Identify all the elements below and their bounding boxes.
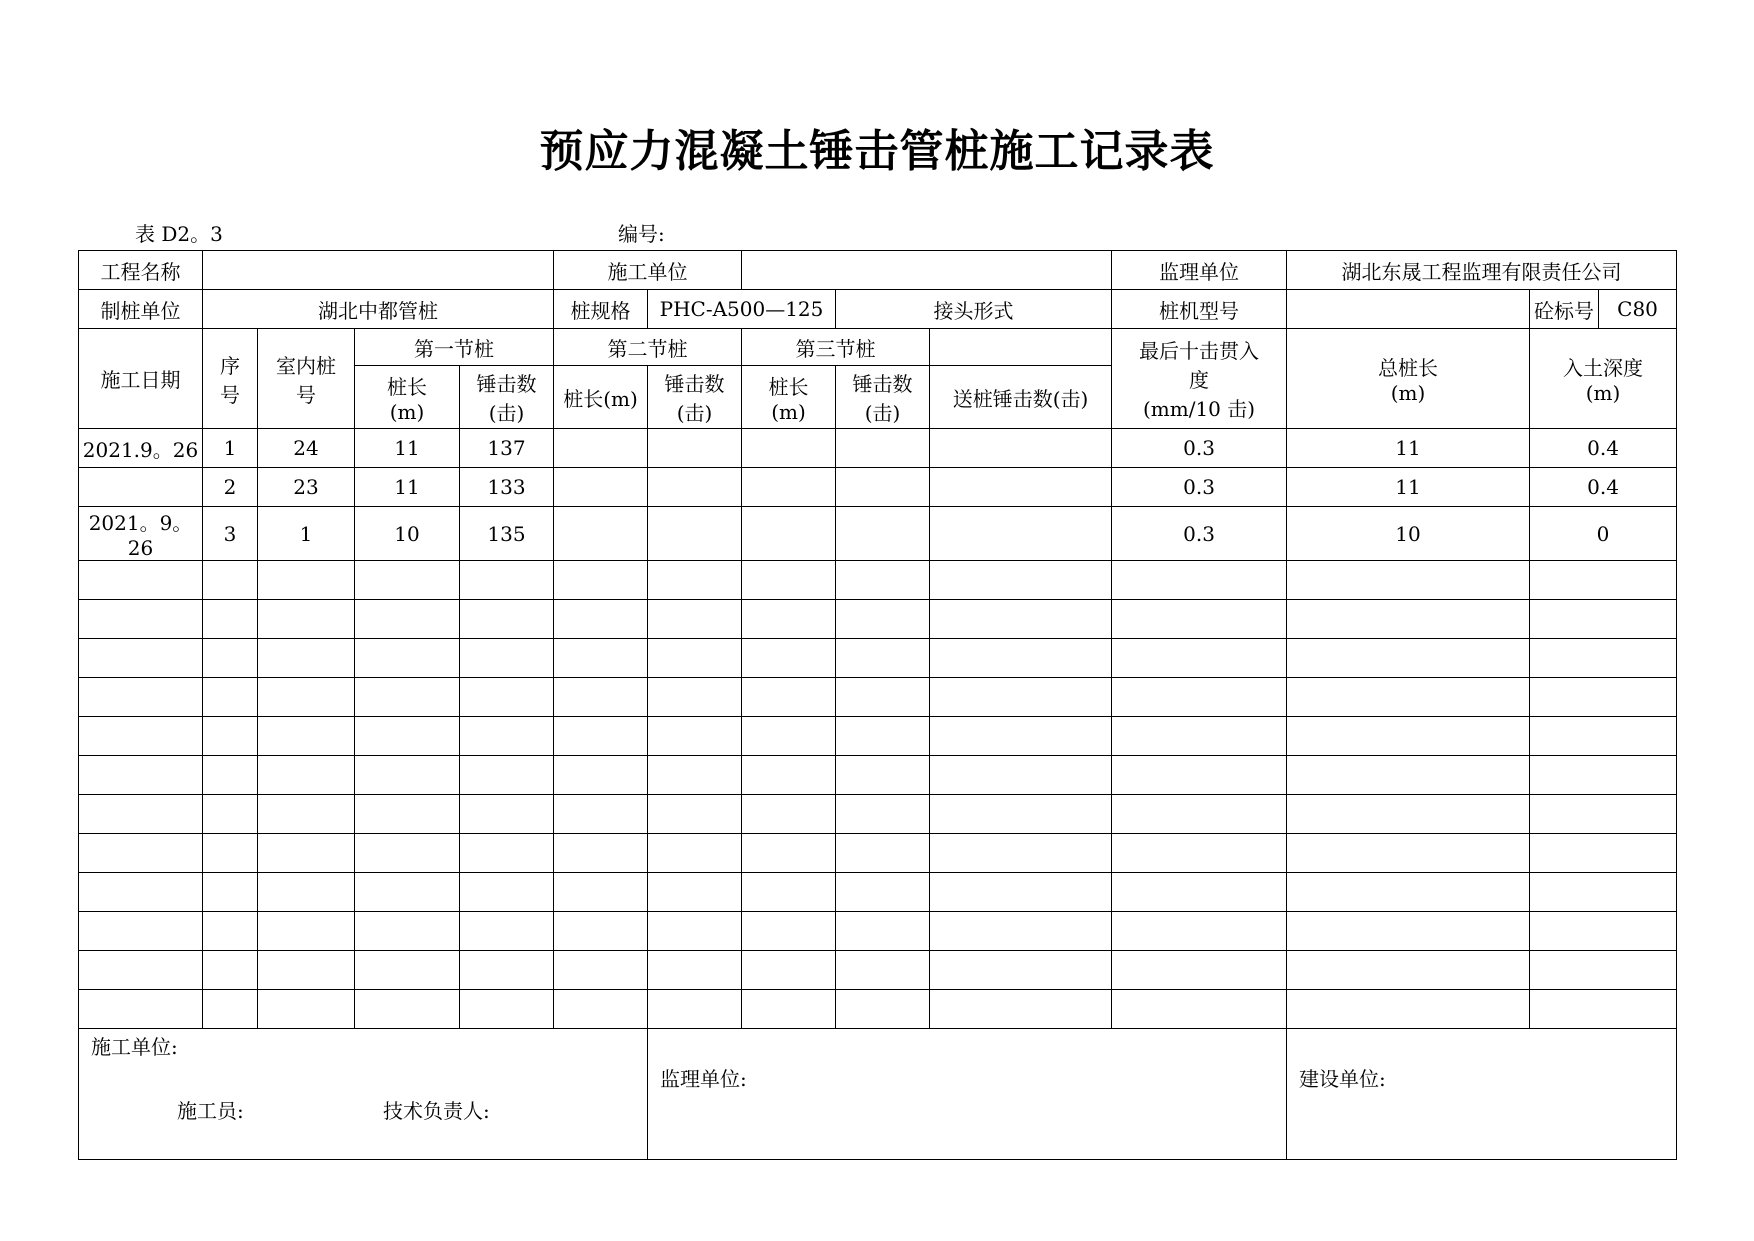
col-last-ten-line-1: 最后十击贯入 <box>1139 339 1260 363</box>
empty-cell <box>1287 795 1530 834</box>
empty-cell <box>1112 990 1287 1029</box>
cell-depth: 0.4 <box>1530 468 1677 507</box>
empty-cell <box>355 951 460 990</box>
empty-cell <box>203 600 258 639</box>
empty-cell <box>203 834 258 873</box>
empty-row <box>79 678 1677 717</box>
col-blows-1 <box>460 366 554 429</box>
empty-cell <box>460 951 554 990</box>
empty-cell <box>554 951 648 990</box>
empty-cell <box>1530 756 1677 795</box>
empty-cell <box>930 561 1112 600</box>
empty-cell <box>203 561 258 600</box>
col-date-line-1: 施工日期 <box>100 368 181 392</box>
cell-last-ten: 0.3 <box>1112 507 1287 561</box>
page-title: 预应力混凝土锤击管桩施工记录表 <box>539 126 1215 177</box>
col-len-3 <box>742 366 836 429</box>
cell-pile-no: 24 <box>258 429 355 468</box>
empty-cell <box>1112 756 1287 795</box>
empty-cell <box>742 678 836 717</box>
empty-cell <box>460 990 554 1029</box>
cell-blows2 <box>648 507 742 561</box>
empty-cell <box>648 600 742 639</box>
project-name-value <box>203 251 554 290</box>
tech-lead-signature-label: 技术负责人: <box>383 1099 490 1123</box>
col-pile-no-line-1: 室内桩 <box>276 353 336 378</box>
cell-len2 <box>554 429 648 468</box>
empty-row <box>79 561 1677 600</box>
empty-cell <box>203 912 258 951</box>
owner-signature-box <box>1287 1029 1677 1160</box>
empty-cell <box>742 912 836 951</box>
signature-row <box>79 1029 1677 1160</box>
cell-last-ten: 0.3 <box>1112 468 1287 507</box>
cell-len3 <box>742 507 836 561</box>
contractor-label: 施工单位 <box>554 251 742 290</box>
col-last-ten-line-3: (mm/10 击) <box>1142 397 1256 421</box>
empty-row <box>79 717 1677 756</box>
empty-cell <box>203 795 258 834</box>
empty-cell <box>1287 912 1530 951</box>
empty-cell <box>1530 600 1677 639</box>
empty-cell <box>355 639 460 678</box>
cell-seq: 2 <box>203 468 258 507</box>
empty-cell <box>836 951 930 990</box>
empty-cell <box>554 678 648 717</box>
empty-cell <box>203 639 258 678</box>
empty-cell <box>1287 834 1530 873</box>
empty-cell <box>258 561 355 600</box>
table-row <box>79 507 1677 561</box>
empty-cell <box>1530 639 1677 678</box>
col-depth-line-1: 入土深度 <box>1563 356 1644 380</box>
empty-cell <box>648 756 742 795</box>
cell-blows2 <box>648 468 742 507</box>
empty-cell <box>79 639 203 678</box>
col-section-3: 第三节桩 <box>742 329 930 366</box>
empty-cell <box>836 639 930 678</box>
empty-cell <box>742 873 836 912</box>
empty-cell <box>1287 717 1530 756</box>
empty-cell <box>836 834 930 873</box>
col-blows-2-line-2: (击) <box>676 401 713 425</box>
empty-cell <box>742 756 836 795</box>
empty-cell <box>554 795 648 834</box>
col-seq <box>203 329 258 429</box>
col-last-ten-line-2: 度 <box>1189 368 1210 392</box>
empty-cell <box>258 639 355 678</box>
empty-cell <box>930 990 1112 1029</box>
empty-cell <box>1112 834 1287 873</box>
empty-cell <box>460 639 554 678</box>
cell-follower <box>930 507 1112 561</box>
empty-cell <box>554 561 648 600</box>
cell-blows1: 133 <box>460 468 554 507</box>
empty-cell <box>258 912 355 951</box>
empty-cell <box>742 639 836 678</box>
col-follower-top <box>930 329 1112 366</box>
cell-follower <box>930 429 1112 468</box>
empty-cell <box>1530 951 1677 990</box>
empty-cell <box>355 600 460 639</box>
empty-cell <box>930 873 1112 912</box>
empty-cell <box>930 951 1112 990</box>
col-seq-line-2: 号 <box>220 382 240 407</box>
empty-cell <box>1112 873 1287 912</box>
empty-cell <box>203 873 258 912</box>
builder-signature-label: 施工员: <box>177 1099 244 1123</box>
empty-cell <box>554 990 648 1029</box>
empty-cell <box>1287 756 1530 795</box>
col-len-3-line-1: 桩长 <box>768 374 809 399</box>
empty-cell <box>930 795 1112 834</box>
empty-cell <box>836 600 930 639</box>
col-len-3-line-2: (m) <box>771 399 806 424</box>
col-follower-blows: 送桩锤击数(击) <box>930 366 1112 429</box>
col-date <box>79 329 203 429</box>
table-row <box>79 468 1677 507</box>
cell-blows3 <box>836 468 930 507</box>
empty-cell <box>1287 600 1530 639</box>
empty-cell <box>742 795 836 834</box>
concrete-grade-label: 砼标号 <box>1530 290 1599 329</box>
empty-row <box>79 873 1677 912</box>
empty-cell <box>930 639 1112 678</box>
cell-depth: 0 <box>1530 507 1677 561</box>
empty-row <box>79 756 1677 795</box>
empty-cell <box>554 639 648 678</box>
cell-blows1: 137 <box>460 429 554 468</box>
empty-cell <box>554 600 648 639</box>
empty-cell <box>79 912 203 951</box>
empty-cell <box>460 873 554 912</box>
empty-cell <box>258 717 355 756</box>
cell-date <box>79 468 203 507</box>
cell-len1: 11 <box>355 468 460 507</box>
cell-blows3 <box>836 507 930 561</box>
empty-row <box>79 600 1677 639</box>
empty-cell <box>1287 639 1530 678</box>
empty-cell <box>79 990 203 1029</box>
empty-cell <box>648 834 742 873</box>
empty-cell <box>554 912 648 951</box>
project-name-label: 工程名称 <box>79 251 203 290</box>
empty-cell <box>742 951 836 990</box>
empty-cell <box>1112 561 1287 600</box>
supervisor-value: 湖北东晟工程监理有限责任公司 <box>1287 251 1677 290</box>
empty-cell <box>258 990 355 1029</box>
cell-last-ten: 0.3 <box>1112 429 1287 468</box>
empty-cell <box>460 561 554 600</box>
empty-cell <box>1112 600 1287 639</box>
joint-type-label: 接头形式 <box>836 290 1112 329</box>
empty-cell <box>1112 639 1287 678</box>
empty-cell <box>836 678 930 717</box>
cell-date: 2021.9。26 <box>79 429 203 468</box>
empty-cell <box>355 717 460 756</box>
empty-cell <box>79 795 203 834</box>
empty-cell <box>930 912 1112 951</box>
col-pile-no-line-2: 号 <box>296 382 316 407</box>
cell-len3 <box>742 468 836 507</box>
cell-total-len: 10 <box>1287 507 1530 561</box>
empty-cell <box>258 756 355 795</box>
col-total-length-line-1: 总桩长 <box>1378 356 1439 380</box>
cell-blows2 <box>648 429 742 468</box>
empty-cell <box>648 639 742 678</box>
col-last-ten <box>1112 329 1287 429</box>
cell-seq: 3 <box>203 507 258 561</box>
empty-cell <box>258 873 355 912</box>
cell-depth: 0.4 <box>1530 429 1677 468</box>
empty-cell <box>1287 873 1530 912</box>
empty-cell <box>1112 717 1287 756</box>
col-section-1: 第一节桩 <box>355 329 554 366</box>
cell-len3 <box>742 429 836 468</box>
empty-cell <box>554 834 648 873</box>
col-blows-1-line-2: (击) <box>488 401 525 425</box>
empty-row <box>79 912 1677 951</box>
empty-row <box>79 795 1677 834</box>
empty-cell <box>460 678 554 717</box>
col-pile-no <box>258 329 355 429</box>
empty-cell <box>648 951 742 990</box>
empty-cell <box>355 990 460 1029</box>
cell-total-len: 11 <box>1287 429 1530 468</box>
empty-cell <box>1530 678 1677 717</box>
contractor-value <box>742 251 1112 290</box>
empty-row <box>79 834 1677 873</box>
empty-cell <box>742 717 836 756</box>
empty-cell <box>930 756 1112 795</box>
empty-cell <box>554 756 648 795</box>
empty-cell <box>203 951 258 990</box>
col-depth <box>1530 329 1677 429</box>
col-blows-3 <box>836 366 930 429</box>
col-total-length <box>1287 329 1530 429</box>
empty-cell <box>742 834 836 873</box>
empty-cell <box>742 600 836 639</box>
empty-cell <box>1112 912 1287 951</box>
empty-cell <box>742 990 836 1029</box>
empty-cell <box>203 717 258 756</box>
pile-spec-value: PHC-A500—125 <box>648 290 836 329</box>
col-section-2: 第二节桩 <box>554 329 742 366</box>
empty-cell <box>554 873 648 912</box>
supervisor-signature-label: 监理单位: <box>660 1067 747 1091</box>
col-len-1-line-2: (m) <box>389 399 425 424</box>
cell-total-len: 11 <box>1287 468 1530 507</box>
supervisor-signature-box <box>648 1029 1287 1160</box>
empty-cell <box>648 990 742 1029</box>
col-blows-3-line-2: (击) <box>864 401 901 425</box>
concrete-grade-value: C80 <box>1599 290 1677 329</box>
col-blows-1-line-1: 锤击数 <box>476 372 537 396</box>
empty-cell <box>648 678 742 717</box>
col-len-1 <box>355 366 460 429</box>
empty-cell <box>648 873 742 912</box>
pile-machine-value <box>1287 290 1530 329</box>
empty-cell <box>1287 990 1530 1029</box>
empty-cell <box>836 990 930 1029</box>
empty-cell <box>355 873 460 912</box>
empty-cell <box>1287 561 1530 600</box>
empty-cell <box>648 912 742 951</box>
empty-cell <box>460 912 554 951</box>
empty-cell <box>355 912 460 951</box>
empty-cell <box>648 717 742 756</box>
empty-row <box>79 951 1677 990</box>
empty-cell <box>1112 951 1287 990</box>
empty-cell <box>554 717 648 756</box>
cell-pile-no: 1 <box>258 507 355 561</box>
col-blows-3-line-1: 锤击数 <box>852 372 913 396</box>
empty-cell <box>79 600 203 639</box>
col-seq-line-1: 序 <box>220 353 240 378</box>
col-depth-line-2: (m) <box>1585 381 1621 405</box>
table-row <box>79 429 1677 468</box>
construction-record-table <box>78 250 1677 1160</box>
form-number: 表 D2。3 <box>135 222 223 246</box>
empty-cell <box>79 873 203 912</box>
cell-pile-no: 23 <box>258 468 355 507</box>
empty-cell <box>836 795 930 834</box>
empty-cell <box>203 990 258 1029</box>
empty-cell <box>836 561 930 600</box>
empty-cell <box>203 678 258 717</box>
empty-cell <box>355 834 460 873</box>
empty-cell <box>1287 951 1530 990</box>
empty-cell <box>930 717 1112 756</box>
col-total-length-line-2: (m) <box>1390 381 1426 405</box>
empty-row <box>79 990 1677 1029</box>
empty-cell <box>930 678 1112 717</box>
cell-len2 <box>554 468 648 507</box>
empty-cell <box>460 756 554 795</box>
empty-cell <box>930 600 1112 639</box>
empty-cell <box>258 834 355 873</box>
empty-cell <box>1530 912 1677 951</box>
empty-cell <box>1530 795 1677 834</box>
cell-blows3 <box>836 429 930 468</box>
empty-cell <box>648 561 742 600</box>
empty-cell <box>1530 561 1677 600</box>
empty-cell <box>1287 678 1530 717</box>
empty-cell <box>1112 795 1287 834</box>
empty-cell <box>203 756 258 795</box>
empty-cell <box>258 600 355 639</box>
empty-cell <box>930 834 1112 873</box>
cell-blows1: 135 <box>460 507 554 561</box>
supervisor-label: 监理单位 <box>1112 251 1287 290</box>
pile-maker-value: 湖北中都管桩 <box>203 290 554 329</box>
empty-cell <box>355 756 460 795</box>
empty-cell <box>1112 678 1287 717</box>
empty-cell <box>836 912 930 951</box>
empty-cell <box>355 678 460 717</box>
empty-cell <box>79 756 203 795</box>
empty-cell <box>836 756 930 795</box>
col-len-2: 桩长(m) <box>554 366 648 429</box>
col-len-1-line-1: 桩长 <box>387 374 427 399</box>
contractor-signature-box <box>79 1029 648 1160</box>
empty-cell <box>355 795 460 834</box>
empty-row <box>79 639 1677 678</box>
empty-cell <box>836 873 930 912</box>
pile-spec-label: 桩规格 <box>554 290 648 329</box>
cell-follower <box>930 468 1112 507</box>
cell-date: 2021。9。26 <box>79 507 203 561</box>
cell-len2 <box>554 507 648 561</box>
empty-cell <box>460 795 554 834</box>
empty-cell <box>1530 717 1677 756</box>
pile-machine-label: 桩机型号 <box>1112 290 1287 329</box>
empty-cell <box>460 717 554 756</box>
empty-cell <box>258 795 355 834</box>
empty-cell <box>460 600 554 639</box>
empty-cell <box>79 951 203 990</box>
empty-cell <box>79 834 203 873</box>
empty-cell <box>1530 873 1677 912</box>
col-blows-2-line-1: 锤击数 <box>664 372 725 396</box>
empty-cell <box>79 717 203 756</box>
pile-maker-label: 制桩单位 <box>79 290 203 329</box>
empty-cell <box>258 678 355 717</box>
cell-seq: 1 <box>203 429 258 468</box>
empty-cell <box>460 834 554 873</box>
empty-cell <box>1530 990 1677 1029</box>
col-blows-2 <box>648 366 742 429</box>
empty-cell <box>836 717 930 756</box>
empty-cell <box>742 561 836 600</box>
contractor-signature-label: 施工单位: <box>91 1035 178 1059</box>
empty-cell <box>79 561 203 600</box>
empty-cell <box>258 951 355 990</box>
empty-cell <box>648 795 742 834</box>
empty-cell <box>355 561 460 600</box>
cell-len1: 10 <box>355 507 460 561</box>
cell-len1: 11 <box>355 429 460 468</box>
empty-cell <box>1530 834 1677 873</box>
empty-cell <box>79 678 203 717</box>
serial-number-label: 编号: <box>618 222 665 246</box>
owner-signature-label: 建设单位: <box>1299 1067 1386 1091</box>
